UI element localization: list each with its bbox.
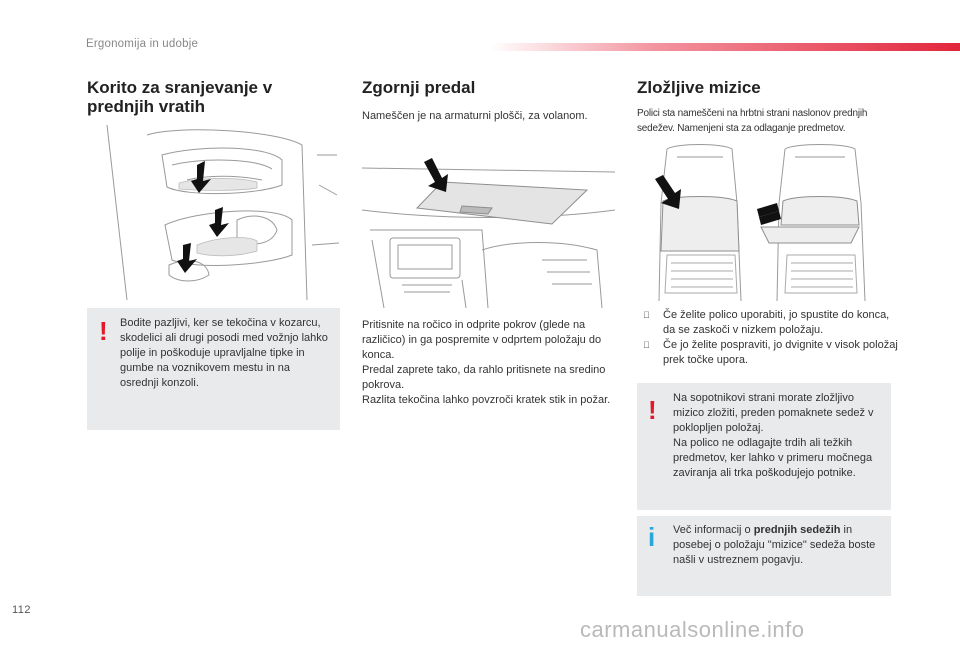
info-icon: i <box>648 522 656 552</box>
upper-glovebox-title: Zgornji predal <box>362 78 476 97</box>
folding-table-step-2-text: Če jo želite pospraviti, jo dvignite v visok položaj prek točke upora. <box>663 339 898 366</box>
folding-tables-info-text <box>673 523 885 568</box>
folding-tables-info-box <box>637 516 891 596</box>
watermark: carmanualsonline.info <box>580 617 805 642</box>
warning-icon: ! <box>99 316 108 346</box>
upper-glovebox-paragraph-3: Razlita tekočina lahko povzroči kratek stik in požar. <box>362 394 611 406</box>
bullet-icon <box>643 308 650 323</box>
folding-table-step-1-text: Če želite polico uporabiti, jo spustite do konca, da se zaskoči v nizkem položaju. <box>663 309 890 336</box>
page-number: 112 <box>12 604 32 616</box>
warning-icon: ! <box>648 395 657 425</box>
info-text-end: in posebej o položaju "mizice" sedeža boste našli v ustreznem pogavju. <box>673 524 876 566</box>
upper-glovebox-intro: Nameščen je na armaturni plošči, za volanom. <box>362 110 588 122</box>
folding-tables-warning-box <box>637 383 891 510</box>
door-bin-title: Korito za sranjevanje v prednjih vratih <box>87 78 273 116</box>
upper-glovebox-paragraph-2: Predal zaprete tako, da rahlo pritisnete na sredino pokrova. <box>362 364 606 391</box>
folding-table-step-2 <box>643 338 903 368</box>
folding-tables-warning-line-2: Na polico ne odlagajte trdih ali težkih predmetov, ker lahko v primeru močnega zaviranja ali trka poškodujejo potnike. <box>673 437 873 479</box>
door-bin-warning-box <box>87 308 340 430</box>
folding-table-step-1 <box>643 308 903 338</box>
folding-tables-warning-line-1: Na sopotnikovi strani morate zložljivo mizico zložiti, preden pomaknete sedež v poklopljen položaj. <box>673 392 874 434</box>
header-accent-bar <box>490 43 960 51</box>
bullet-icon <box>643 338 650 353</box>
upper-glovebox-paragraph-1: Pritisnite na ročico in odprite pokrov (glede na različico) in ga pospremite v odprtem položaju do konca. <box>362 319 602 361</box>
folding-tables-intro: Polici sta nameščeni na hrbtni strani naslonov prednjih sedežev. Namenjeni sta za odlaganje predmetov. <box>637 108 868 134</box>
folding-tables-title: Zložljive mizice <box>637 78 761 97</box>
folding-tables-illustration <box>637 143 891 301</box>
door-bin-illustration <box>87 125 340 300</box>
info-text-start: Več informacij o <box>673 524 754 536</box>
section-header: Ergonomija in udobje <box>86 38 199 50</box>
upper-glovebox-illustration <box>362 150 615 308</box>
front-seats-reference: prednjih sedežih <box>753 524 841 536</box>
door-bin-warning-text: Bodite pazljivi, ker se tekočina v kozarcu, skodelici ali drugi posodi med vožnjo lahko polije in poškoduje upravljalne tipke in gumbe na voznikovem mestu in na osrednji konzoli. <box>120 317 328 389</box>
